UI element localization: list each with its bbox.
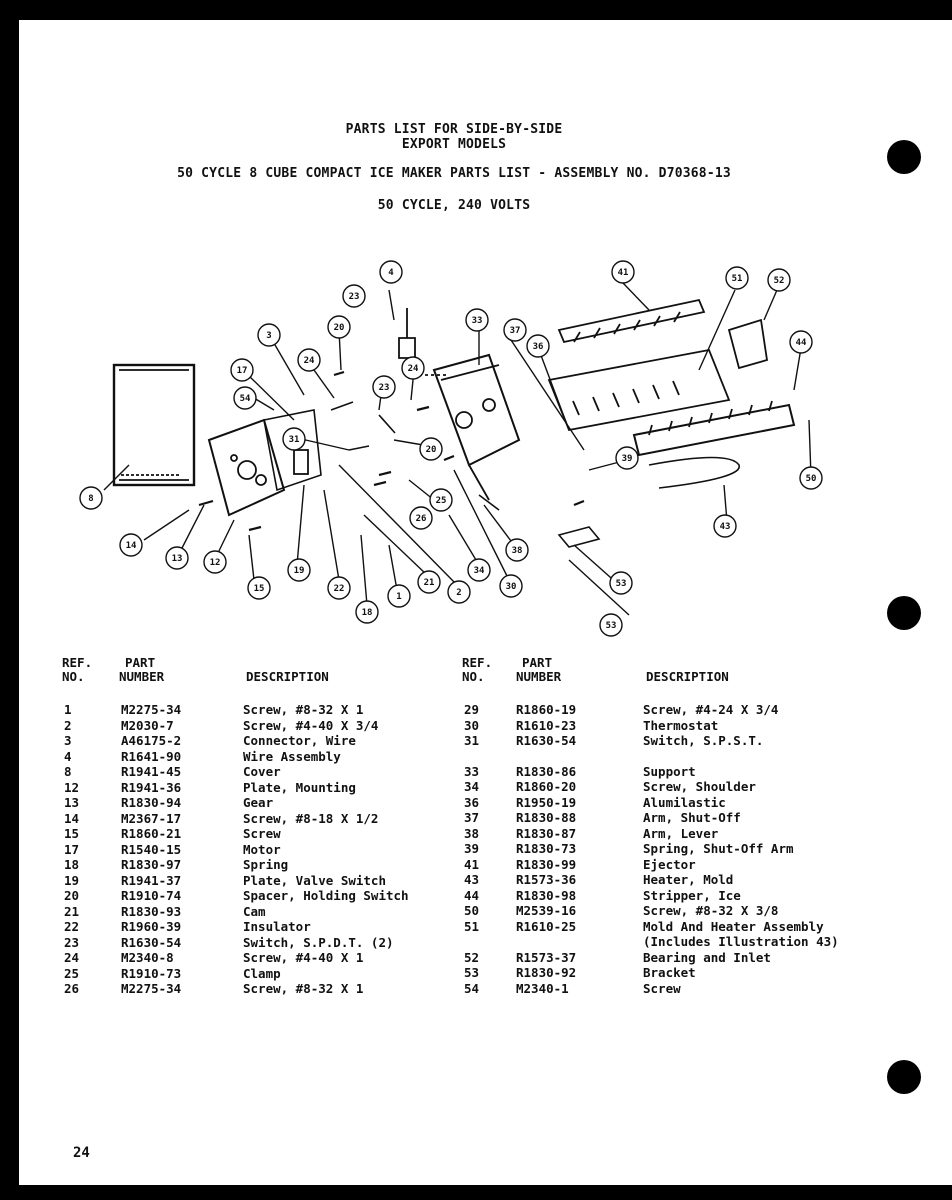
ref-number: 8 <box>64 764 72 779</box>
part-number: R1941-37 <box>121 872 182 888</box>
part-description: Switch, S.P.S.T. <box>643 733 764 748</box>
part-number: M2275-34 <box>121 702 182 717</box>
part-description: Bracket <box>643 965 696 980</box>
parts-row <box>62 904 452 920</box>
ref-number: 18 <box>64 857 80 872</box>
part-number: R1610-23 <box>516 717 577 733</box>
part-description: Wire Assembly <box>243 748 341 764</box>
part-number: R1830-73 <box>516 841 577 856</box>
binder-hole-bottom <box>887 1060 921 1094</box>
part-description: Screw, #4-24 X 3/4 <box>643 702 779 717</box>
callout-label-19: 19 <box>293 566 305 576</box>
ref-number: 19 <box>64 872 80 888</box>
ref-number: 54 <box>464 980 480 996</box>
callout-label-50: 50 <box>805 474 817 484</box>
callout-label-18: 18 <box>361 608 373 618</box>
callout-label-38: 38 <box>511 546 523 556</box>
part-number: R1610-25 <box>516 918 577 934</box>
part-number: R1860-20 <box>516 779 577 794</box>
ref-number: 36 <box>464 794 480 810</box>
exploded-parts-diagram <box>49 250 829 650</box>
part-number: R1830-93 <box>121 903 182 919</box>
callout-label-44: 44 <box>795 338 807 348</box>
ref-number: 41 <box>464 856 480 872</box>
part-number: R1910-73 <box>121 965 182 981</box>
parts-row <box>62 795 452 811</box>
part-number: R1630-54 <box>121 934 182 950</box>
part-description: Screw, #8-32 X 1 <box>243 702 364 717</box>
ref-number: 33 <box>464 763 480 779</box>
callout-label-53b: 53 <box>605 621 617 631</box>
ref-number: 22 <box>64 919 80 934</box>
part-description: Screw, #4-40 X 3/4 <box>243 717 379 733</box>
part-description: Gear <box>243 795 274 810</box>
part-description: Spring, Shut-Off Arm <box>643 841 794 856</box>
part-description: Screw, #8-18 X 1/2 <box>243 810 379 826</box>
ref-number: 1 <box>64 702 72 717</box>
callout-label-39: 39 <box>621 454 633 464</box>
bracket-part <box>729 320 767 368</box>
callout-label-36: 36 <box>532 342 544 352</box>
callout-label-41: 41 <box>617 268 629 278</box>
ref-number: 3 <box>64 733 72 748</box>
right-description-header: DESCRIPTION <box>646 669 729 684</box>
ref-number: 26 <box>64 981 80 996</box>
callout-label-3: 3 <box>266 331 272 341</box>
right-ref-header: REF. NO. <box>462 655 493 684</box>
ejector-part <box>559 300 704 342</box>
parts-row <box>62 981 452 997</box>
callout-label-54: 54 <box>239 394 251 404</box>
part-description: Heater, Mold <box>643 872 734 887</box>
part-description: Plate, Mounting <box>243 779 356 795</box>
callout-label-2: 2 <box>456 588 462 598</box>
part-number: R1641-90 <box>121 748 182 764</box>
callout-label-31: 31 <box>288 435 300 445</box>
binder-hole-top <box>887 140 921 174</box>
right-parts-list <box>462 702 882 996</box>
ref-number: 12 <box>64 779 80 795</box>
parts-row <box>462 857 882 873</box>
parts-row <box>462 934 882 950</box>
parts-row <box>462 795 882 811</box>
parts-row <box>62 811 452 827</box>
ref-number: 17 <box>64 841 80 857</box>
callout-label-30: 30 <box>505 582 517 592</box>
parts-row <box>62 702 452 718</box>
parts-row <box>462 841 882 857</box>
part-description: Motor <box>243 841 281 857</box>
parts-row <box>462 888 882 904</box>
callout-label-33: 33 <box>471 316 483 326</box>
part-description: Support <box>643 763 696 779</box>
part-number: R1573-36 <box>516 872 577 887</box>
parts-row <box>462 718 882 734</box>
parts-row <box>462 919 882 935</box>
parts-row <box>462 950 882 966</box>
binder-hole-middle <box>887 596 921 630</box>
part-description: (Includes Illustration 43) <box>643 934 839 949</box>
ref-number: 52 <box>464 949 480 965</box>
parts-row <box>62 857 452 873</box>
left-description-header: DESCRIPTION <box>246 669 329 684</box>
parts-row <box>462 810 882 826</box>
callout-label-17: 17 <box>236 366 248 376</box>
part-description: Alumilastic <box>643 794 726 810</box>
part-number: R1830-99 <box>516 856 577 872</box>
ref-number: 14 <box>64 810 80 826</box>
part-description: Cam <box>243 903 266 919</box>
parts-row <box>462 872 882 888</box>
callout-label-51: 51 <box>731 274 743 284</box>
parts-row <box>462 702 882 718</box>
part-description: Connector, Wire <box>243 733 356 748</box>
title-assembly: 50 CYCLE 8 CUBE COMPACT ICE MAKER PARTS LIST - ASSEMBLY NO. D70368-13 <box>177 166 731 181</box>
callout-label-26: 26 <box>415 514 427 524</box>
part-description: Arm, Shut-Off <box>643 810 741 825</box>
part-description: Thermostat <box>643 717 719 733</box>
part-description: Screw, Shoulder <box>643 779 756 794</box>
callout-label-23a: 23 <box>348 292 360 302</box>
part-number: R1830-86 <box>516 763 577 779</box>
callout-label-23b: 23 <box>378 383 390 393</box>
part-description: Bearing and Inlet <box>643 949 771 965</box>
part-description: Insulator <box>243 919 311 934</box>
parts-row <box>462 965 882 981</box>
ref-number: 21 <box>64 903 80 919</box>
ref-number: 53 <box>464 965 480 980</box>
part-description: Ejector <box>643 856 696 872</box>
part-number: M2340-8 <box>121 950 174 965</box>
part-description: Screw <box>243 826 281 841</box>
part-number: R1910-74 <box>121 888 182 903</box>
parts-row <box>462 779 882 795</box>
part-description: Screw, #8-32 X 3/8 <box>643 903 779 918</box>
part-number: M2030-7 <box>121 717 174 733</box>
title-line-2: EXPORT MODELS <box>401 137 507 152</box>
part-number: R1830-92 <box>516 965 577 980</box>
callout-label-15: 15 <box>253 584 265 594</box>
left-part-header: PART NUMBER <box>119 655 165 684</box>
part-description: Arm, Lever <box>643 825 719 841</box>
parts-row <box>62 919 452 935</box>
part-description: Spacer, Holding Switch <box>243 888 409 903</box>
ref-number: 15 <box>64 826 80 841</box>
ref-number: 51 <box>464 918 480 934</box>
callout-label-13: 13 <box>171 554 183 564</box>
callout-label-53a: 53 <box>615 579 627 589</box>
ref-number: 30 <box>464 717 480 733</box>
part-number: M2539-16 <box>516 903 577 918</box>
ref-number: 37 <box>464 810 480 825</box>
part-number: R1960-39 <box>121 919 182 934</box>
parts-row <box>62 718 452 734</box>
part-number: R1830-87 <box>516 825 577 841</box>
left-parts-list <box>62 702 452 997</box>
ref-number: 13 <box>64 795 80 810</box>
part-description: Cover <box>243 764 281 779</box>
parts-row <box>62 842 452 858</box>
callout-label-37: 37 <box>509 326 521 336</box>
parts-row <box>62 764 452 780</box>
callout-label-20b: 20 <box>425 445 437 455</box>
part-number: R1830-97 <box>121 857 182 872</box>
ref-number: 23 <box>64 934 80 950</box>
ref-number: 39 <box>464 841 480 856</box>
part-description: Switch, S.P.D.T. (2) <box>243 934 394 950</box>
callout-label-21: 21 <box>423 578 435 588</box>
wire-assembly-part <box>399 308 415 358</box>
parts-row <box>62 966 452 982</box>
ref-number: 43 <box>464 872 480 887</box>
part-number: R1941-36 <box>121 779 182 795</box>
callout-label-20a: 20 <box>333 323 345 333</box>
part-description: Stripper, Ice <box>643 887 741 903</box>
callout-label-1: 1 <box>396 592 402 602</box>
parts-row <box>62 733 452 749</box>
ref-number: 24 <box>64 950 80 965</box>
left-ref-header: REF. NO. <box>62 655 93 684</box>
part-number: A46175-2 <box>121 733 182 748</box>
callout-label-22: 22 <box>333 584 345 594</box>
parts-row <box>62 935 452 951</box>
callout-label-24b: 24 <box>407 364 419 374</box>
ref-number: 25 <box>64 965 80 981</box>
parts-row <box>462 764 882 780</box>
callout-label-52: 52 <box>773 276 785 286</box>
part-description: Screw <box>643 980 681 996</box>
title-voltage: 50 CYCLE, 240 VOLTS <box>377 198 531 213</box>
part-description: Plate, Valve Switch <box>243 872 386 888</box>
title-line-1: PARTS LIST FOR SIDE-BY-SIDE <box>345 122 563 137</box>
part-number: R1860-21 <box>121 826 182 841</box>
ref-number: 20 <box>64 888 80 903</box>
part-description: Spring <box>243 857 289 872</box>
ref-number: 29 <box>464 702 480 717</box>
parts-row <box>62 950 452 966</box>
part-number: R1830-88 <box>516 810 577 825</box>
page-number: 24 <box>73 1145 90 1161</box>
part-number: M2275-34 <box>121 981 182 996</box>
part-number: R1830-98 <box>516 887 577 903</box>
part-description: Clamp <box>243 965 281 981</box>
parts-row <box>462 826 882 842</box>
parts-row <box>462 981 882 997</box>
ref-number: 2 <box>64 717 72 733</box>
callout-label-24a: 24 <box>303 356 315 366</box>
parts-row <box>462 733 882 749</box>
parts-row <box>62 780 452 796</box>
ref-number: 50 <box>464 903 480 918</box>
callout-label-4: 4 <box>388 268 394 278</box>
part-description: Mold And Heater Assembly <box>643 918 824 934</box>
callout-label-25: 25 <box>435 496 447 506</box>
part-number: R1630-54 <box>516 733 577 748</box>
part-number: R1950-19 <box>516 794 577 810</box>
heater-part <box>649 458 739 489</box>
parts-row <box>62 888 452 904</box>
part-number: R1830-94 <box>121 795 182 810</box>
parts-row <box>462 903 882 919</box>
part-number: M2340-1 <box>516 980 569 996</box>
part-number: R1573-37 <box>516 949 577 965</box>
callout-label-34: 34 <box>473 566 485 576</box>
callout-label-14: 14 <box>125 541 137 551</box>
part-number: R1860-19 <box>516 702 577 717</box>
callout-label-43: 43 <box>719 522 731 532</box>
parts-row <box>62 826 452 842</box>
ref-number: 44 <box>464 887 480 903</box>
ref-number: 38 <box>464 825 480 841</box>
document-page <box>19 20 952 1185</box>
right-part-header: PART NUMBER <box>516 655 562 684</box>
part-number: M2367-17 <box>121 810 182 826</box>
ref-number: 34 <box>464 779 480 794</box>
parts-row <box>62 873 452 889</box>
bracket-53-part <box>559 527 599 547</box>
part-description: Screw, #4-40 X 1 <box>243 950 364 965</box>
ref-number: 31 <box>464 733 480 748</box>
ref-number: 4 <box>64 748 72 764</box>
part-number: R1540-15 <box>121 841 182 857</box>
callout-label-8: 8 <box>88 494 94 504</box>
callout-label-12: 12 <box>209 558 221 568</box>
cover-part <box>114 365 194 485</box>
parts-row <box>62 749 452 765</box>
part-number: R1941-45 <box>121 764 182 779</box>
part-description: Screw, #8-32 X 1 <box>243 981 364 996</box>
